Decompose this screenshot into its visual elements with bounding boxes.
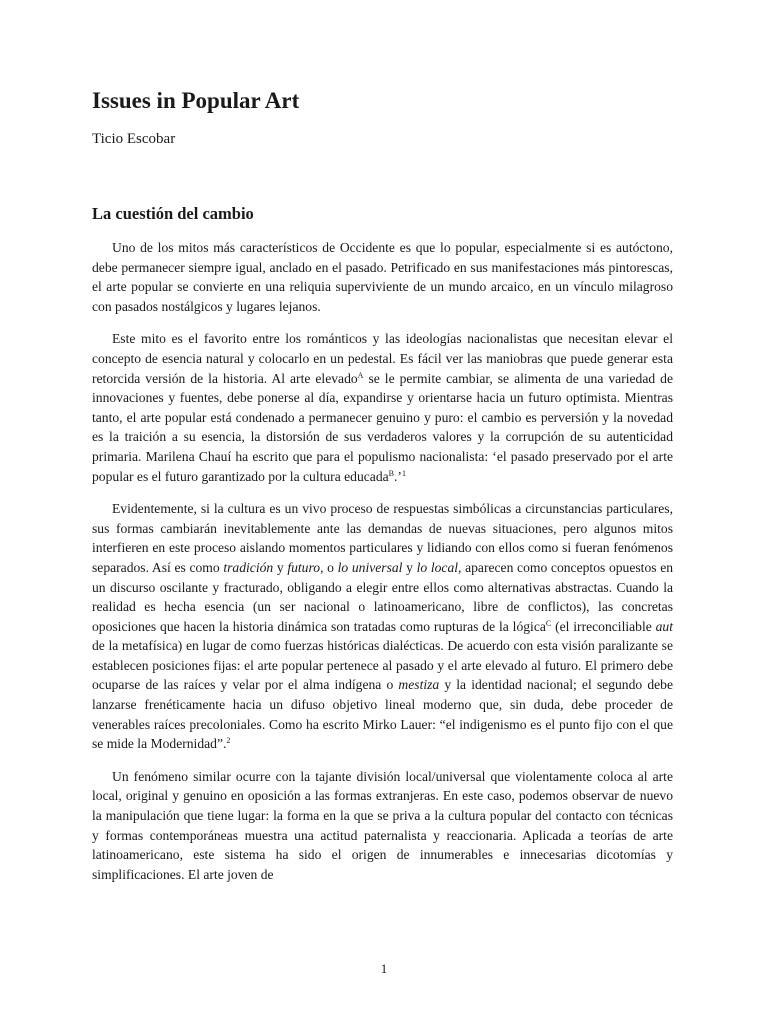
note-marker-b[interactable]: B xyxy=(388,468,395,478)
paragraph-3-text-h: y la identidad nacional; el segundo debe lanzarse frenéticamente hacia un difuso objetivo lineal moderno que, sin duda, debe proceder de venerables raíces precoloniales. Como ha escrito Mirko Lauer: “el indigenismo es el punto fijo con el que se mide la Modernidad”. xyxy=(92,677,673,752)
page-number: 1 xyxy=(380,961,388,976)
footnote-marker-1[interactable]: 1 xyxy=(401,468,406,478)
paragraph-4-text: Un fenómeno similar ocurre con la tajante división local/universal que violentamente coloca al arte local, original y genuino en oposición a las formas extranjeras. En este caso, podemos observar de nuevo la manipulación que tiene lugar: la forma en la que se priva a la cultura popular del contacto con técnicas y formas contemporáneas muestra una actitud paternalista y reaccionaria. Aplicada a teorías de arte latinoamericano, este sistema ha sido el origen de innumerables e innecesarias dicotomías y simplificaciones. El arte joven de xyxy=(92,768,673,882)
paragraph-3-text-a: Evidentemente, si la cultura es un vivo proceso de respuestas simbólicas a circunstancias particulares, sus formas cambiarán inevitablemente ante las demandas de nuevas situaciones, pero algunos mitos interfieren en este proceso aislando momentos particulares y lidiando con ellos como si fueran fenómenos separados. Así es como xyxy=(92,501,673,575)
note-marker-a[interactable]: A xyxy=(357,370,364,380)
paragraph-2 xyxy=(92,329,673,486)
paragraph-2-text-c: .’ xyxy=(394,468,402,484)
paragraph-1 xyxy=(92,238,673,316)
paragraph-3-text-c: , o xyxy=(320,559,338,575)
paragraph-3-text-d: y xyxy=(402,559,417,575)
paragraph-3-text-f: (el irreconciliable xyxy=(551,618,656,634)
term-lo-universal: lo universal xyxy=(337,559,403,575)
paragraph-3-text-e: , aparecen como conceptos opuestos en un discurso oscilante y fracturado, obligando a elegir entre ellos como alternativas abstractas. Cuando la realidad es hecha esencia (un ser nacional o latinoamericano, libre de conflictos), las concretas oposiciones que hacen la historia dinámica son tratadas como rupturas de la lógica xyxy=(92,559,674,634)
body-text xyxy=(92,238,673,897)
section-heading: La cuestión del cambio xyxy=(92,204,254,223)
paragraph-2-text-b: se le permite cambiar, se alimenta de una variedad de innovaciones y fuentes, debe ponerse al día, expandirse y orientarse hacia un futuro optimista. Mientras tanto, el arte popular está condenado a permanecer genuino y puro: el cambio es perversión y la novedad es la traición a su esencia, la distorsión de sus verdaderos valores y la corrupción de su autenticidad primaria. Marilena Chauí ha escrito que para el populismo nacionalista: ‘el pasado preservado por el arte popular es el futuro garantizado por la cultura educada xyxy=(92,370,674,484)
term-tradicion: tradición xyxy=(223,559,274,575)
paragraph-2-text-a: Este mito es el favorito entre los románticos y las ideologías nacionalistas que necesitan elevar el concepto de esencia natural y colocarlo en un pedestal. Es fácil ver las maniobras que puede generar esta retorcida versión de la historia. Al arte elevado xyxy=(92,331,673,386)
term-aut: aut xyxy=(655,618,673,634)
footnote-marker-2[interactable]: 2 xyxy=(226,736,231,746)
author-name: Ticio Escobar xyxy=(92,131,176,147)
paragraph-4 xyxy=(92,767,673,885)
term-mestiza: mestiza xyxy=(398,677,440,693)
paragraph-1-text: Uno de los mitos más característicos de Occidente es que lo popular, especialmente si es autóctono, debe permanecer siempre igual, anclado en el pasado. Petrificado en sus manifestaciones más pintorescas, el arte popular se convierte en una reliquia superviviente de un mundo arcaico, en un vínculo milagroso con pasados nostálgicos y lugares lejanos. xyxy=(92,240,673,314)
paragraph-3-text-g: de la metafísica) en lugar de como fuerzas históricas dialécticas. De acuerdo con esta visión paralizante se establecen posiciones fijas: el arte popular pertenece al pasado y el arte elevado al futuro. El primero debe ocuparse de las raíces y velar por el alma indígena o xyxy=(92,638,673,693)
term-lo-local: lo local xyxy=(416,559,459,575)
document-title: Issues in Popular Art xyxy=(92,88,300,113)
note-marker-c[interactable]: C xyxy=(545,618,552,628)
paragraph-3-text-b: y xyxy=(273,559,288,575)
paragraph-3 xyxy=(92,499,673,754)
term-futuro: futuro xyxy=(287,559,321,575)
